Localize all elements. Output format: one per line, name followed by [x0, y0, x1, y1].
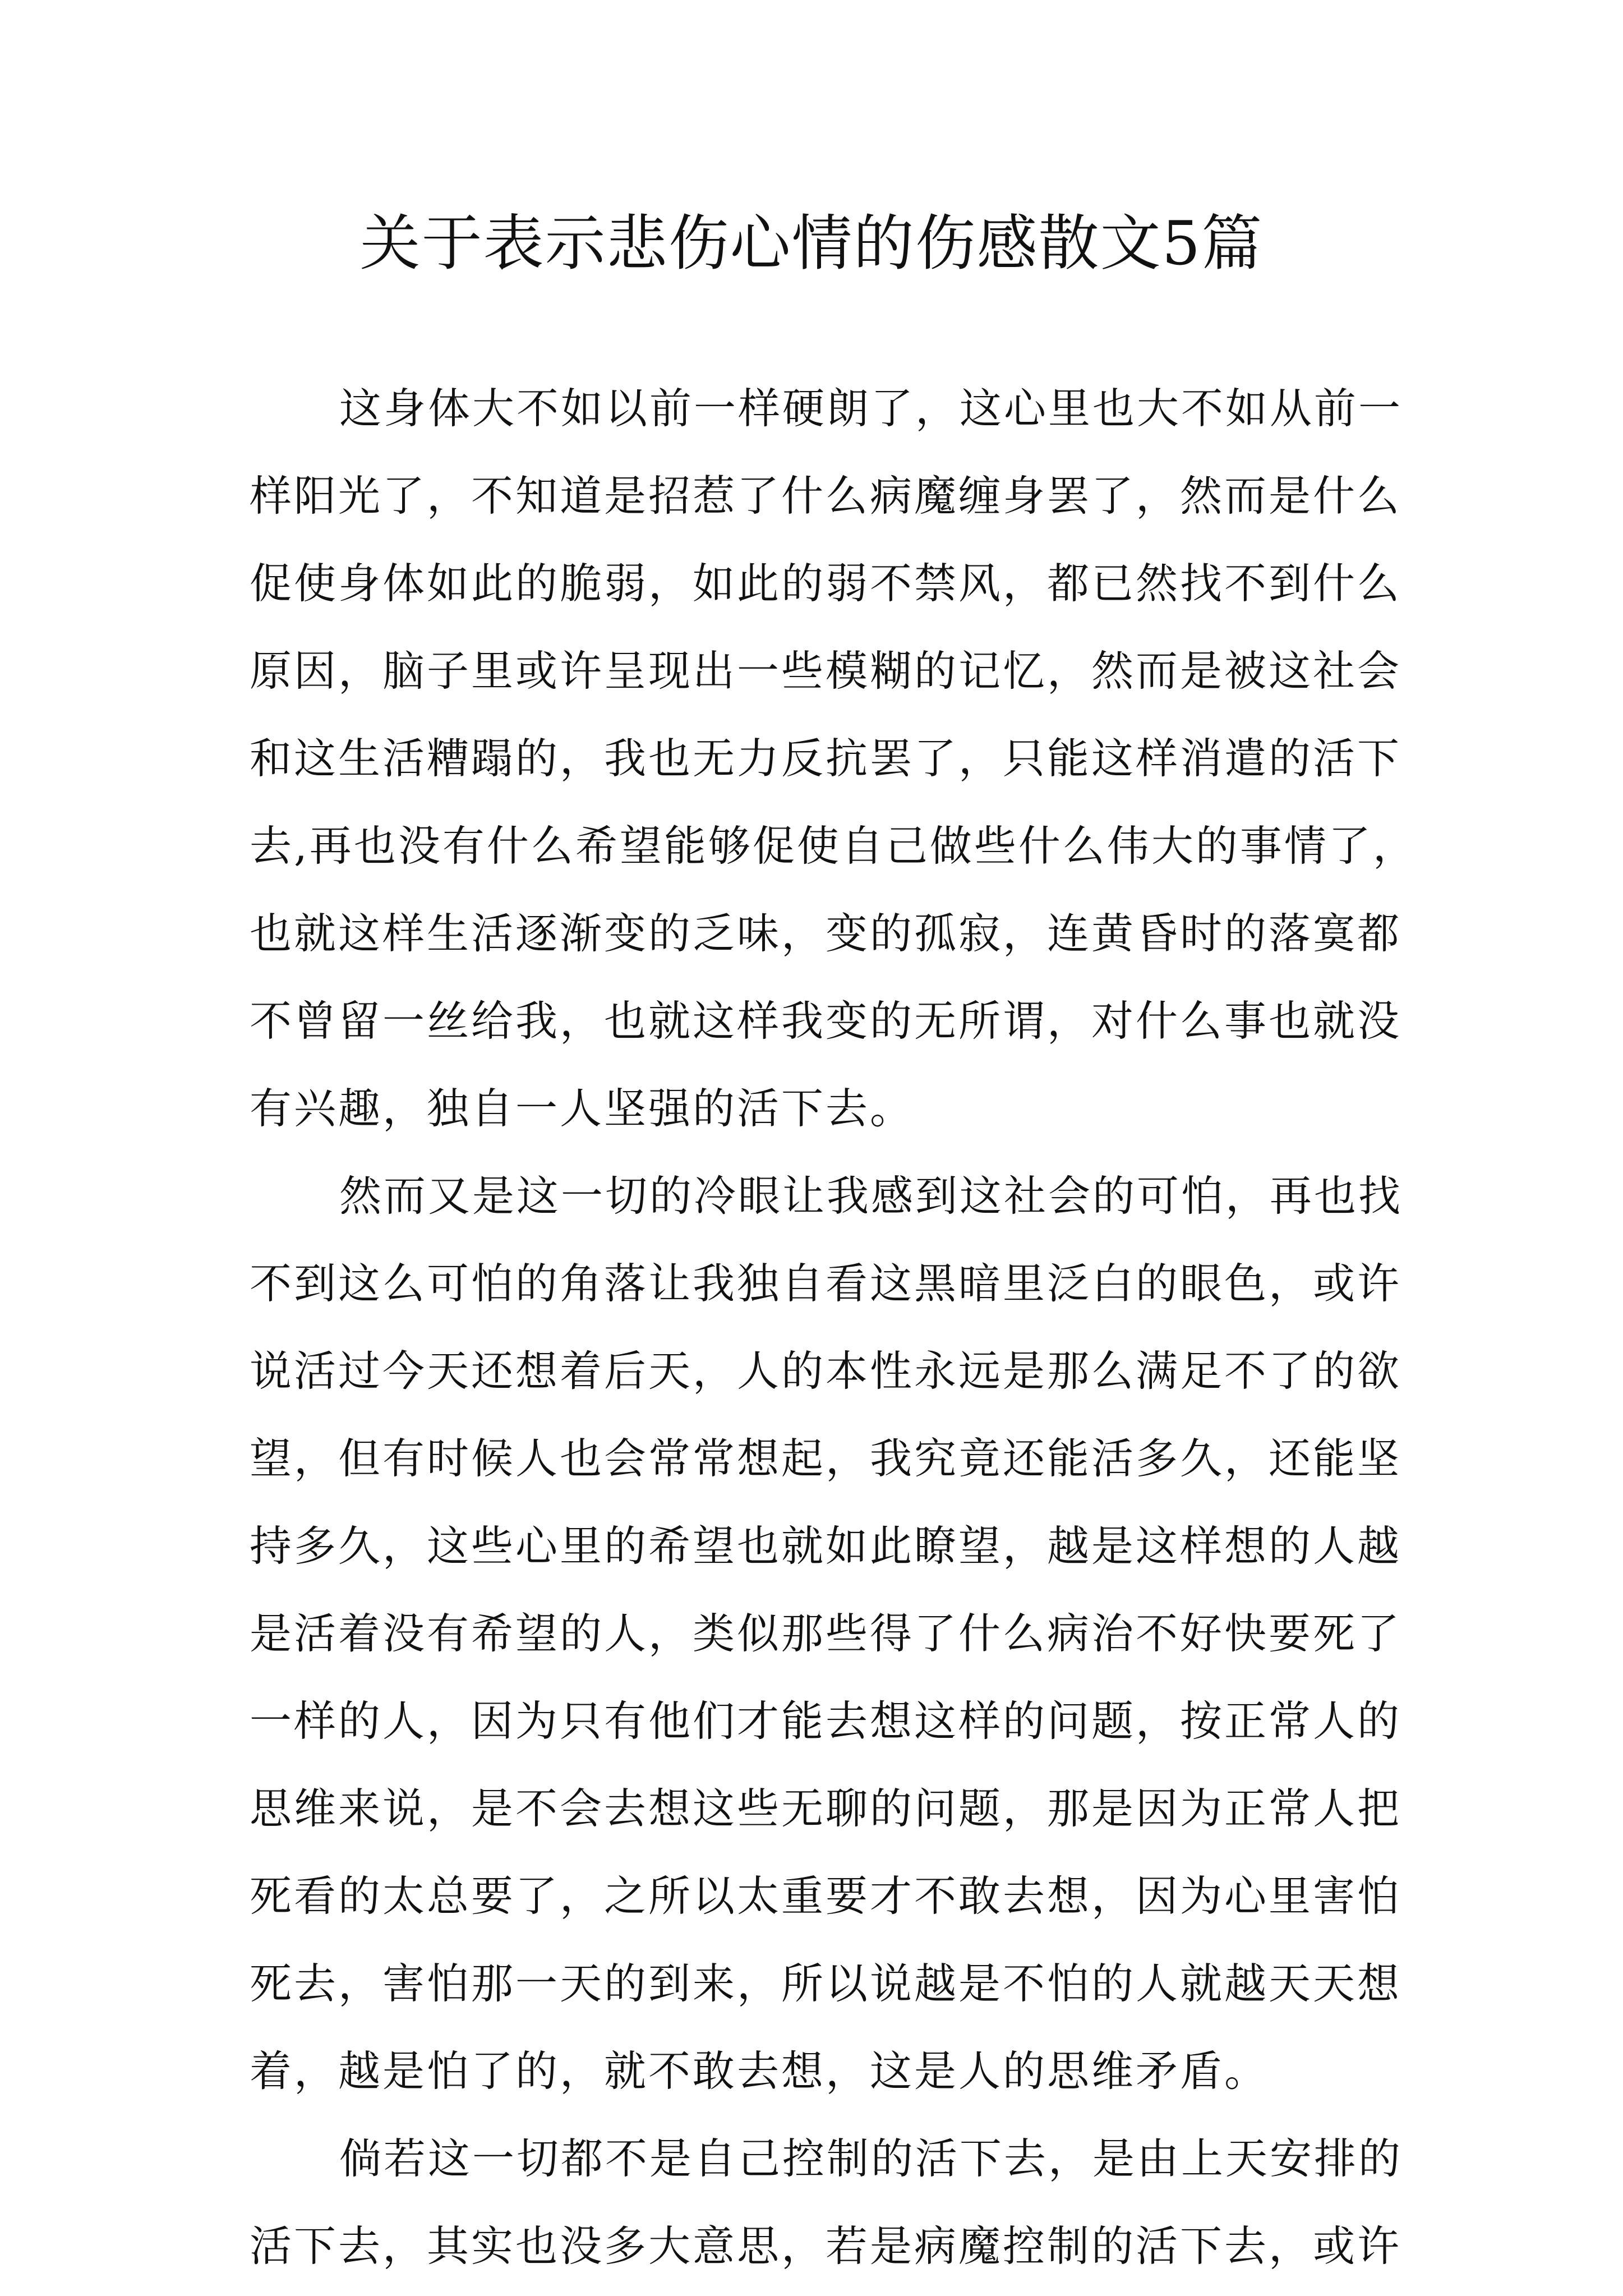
paragraph-3: [250, 2115, 1403, 2290]
text-line: 去,再也没有什么希望能够促使自己做些什么伟大的事情了，: [250, 821, 1417, 871]
text-line: 一样的人，因为只有他们才能去想这样的问题，按正常人的: [250, 1696, 1402, 1746]
text-line: 是活着没有希望的人，类似那些得了什么病治不好快要死了: [250, 1609, 1402, 1658]
text-line: 说活过今天还想着后天，人的本性永远是那么满足不了的欲: [250, 1346, 1402, 1396]
text-line: 死看的太总要了，之所以太重要才不敢去想，因为心里害怕: [250, 1871, 1402, 1921]
text-line: 死去，害怕那一天的到来，所以说越是不怕的人就越天天想: [250, 1959, 1402, 2008]
text-line: 然而又是这一切的冷眼让我感到这社会的可怕，再也找: [339, 1171, 1403, 1221]
text-line: 思维来说，是不会去想这些无聊的问题，那是因为正常人把: [250, 1784, 1402, 1833]
text-line: 活下去，其实也没多大意思，若是病魔控制的活下去，或许: [250, 2221, 1402, 2271]
text-line: 着，越是怕了的，就不敢去想，这是人的思维矛盾。: [250, 2046, 1269, 2096]
document-title: 关于表示悲伤心情的伤感散文5篇: [359, 209, 1264, 279]
document-body: [250, 365, 1417, 2290]
text-line: 也就这样生活逐渐变的乏味，变的孤寂，连黄昏时的落寞都: [250, 909, 1402, 958]
text-line: 促使身体如此的脆弱，如此的弱不禁风，都已然找不到什么: [250, 559, 1402, 608]
text-line: 有兴趣，独自一人坚强的活下去。: [250, 1084, 915, 1133]
paragraph-1: [250, 365, 1417, 1152]
text-line: 和这生活糟蹋的，我也无力反抗罢了，只能这样消遣的活下: [250, 734, 1402, 783]
text-line: 样阳光了，不知道是招惹了什么病魔缠身罢了，然而是什么: [250, 471, 1402, 521]
text-line: 不曾留一丝给我，也就这样我变的无所谓，对什么事也就没: [250, 996, 1402, 1046]
text-line: 望，但有时候人也会常常想起，我究竟还能活多久，还能坚: [250, 1434, 1402, 1483]
text-line: 持多久，这些心里的希望也就如此瞭望，越是这样想的人越: [250, 1521, 1402, 1571]
text-line: 不到这么可怕的角落让我独自看这黑暗里泛白的眼色，或许: [250, 1259, 1402, 1308]
text-line: 这身体大不如以前一样硬朗了，这心里也大不如从前一: [339, 384, 1403, 433]
text-line: 倘若这一切都不是自己控制的活下去，是由上天安排的: [339, 2134, 1403, 2183]
paragraph-2: [250, 1152, 1403, 2115]
text-line: 原因，脑子里或许呈现出一些模糊的记忆，然而是被这社会: [250, 646, 1402, 696]
